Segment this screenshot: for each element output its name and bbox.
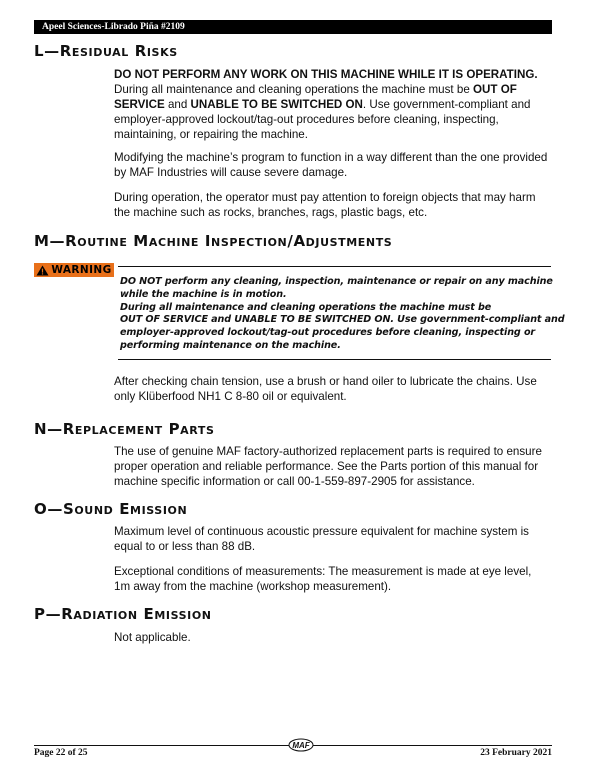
section-l-paragraph-3: During operation, the operator must pay attention to foreign objects that may harm the machine such as rocks, branches, rags, plastic bags, etc.	[114, 191, 536, 219]
maf-logo-text: MAF	[292, 741, 310, 750]
section-l-warning-caps: DO NOT PERFORM ANY WORK ON THIS MACHINE WHILE IT IS OPERATING.	[114, 68, 538, 81]
header-bar	[34, 20, 552, 34]
warning-message	[120, 276, 565, 353]
warning-badge	[34, 263, 114, 277]
section-heading-n: N—Replacement Parts	[34, 420, 215, 438]
section-heading-o: O—Sound Emission	[34, 500, 188, 518]
section-heading-m: M—Routine Machine Inspection/Adjustments	[34, 232, 393, 250]
warning-line: OUT OF SERVICE and UNABLE TO BE SWITCHED ON. Use government-compliant and	[120, 314, 565, 326]
warning-bottom-divider	[118, 359, 551, 360]
warning-line: During all maintenance and cleaning operations the machine must be	[120, 301, 492, 313]
section-m-paragraph-1: After checking chain tension, use a brush or hand oiler to lubricate the chains. Use only Klüberfood NH1 C 8-80 oil or equivalent.	[114, 375, 537, 403]
warning-label: WARNING	[51, 264, 112, 276]
section-o-paragraph-1: Maximum level of continuous acoustic pressure equivalent for machine system is equal to or less than 88 dB.	[114, 525, 529, 553]
section-p-paragraph-1: Not applicable.	[114, 631, 191, 644]
warning-line: DO NOT perform any cleaning, inspection, maintenance or repair on any machine	[120, 276, 553, 287]
warning-top-divider	[118, 266, 551, 267]
document-header-title: Apeel Sciences-Librado Piña #2109	[42, 22, 185, 32]
section-l-paragraph-2: Modifying the machine’s program to function in a way different than the one provided by MAF Industries will cause severe damage.	[114, 151, 548, 179]
section-n-paragraph-1: The use of genuine MAF factory-authorized replacement parts is required to ensure proper operation and reliable performance. See the Parts portion of this manual for machine specific information or call 00-1-559-897-2905 for assistance.	[114, 445, 542, 488]
section-o-paragraph-2: Exceptional conditions of measurements: The measurement is made at eye level, 1m away from the machine (workshop measurement).	[114, 565, 532, 593]
section-l-paragraph-1: DO NOT PERFORM ANY WORK ON THIS MACHINE WHILE IT IS OPERATING. During all maintenance and cleaning operations the machine must be OUT OF SERVICE and UNABLE TO BE SWITCHED ON. Use government-compliant and employer-approved lockout/tag-out procedures before cleaning, inspecting, maintaining, or repairing the machine.	[114, 68, 538, 141]
footer-page-number: Page 22 of 25	[34, 748, 88, 758]
warning-triangle-icon	[36, 265, 49, 276]
warning-line: while the machine is in motion.	[120, 288, 287, 300]
warning-line: employer-approved lockout/tag-out procedures before cleaning, inspecting or	[120, 327, 536, 339]
footer-date: 23 February 2021	[480, 748, 552, 758]
maf-logo-icon	[288, 738, 314, 752]
section-heading-l: L—Residual Risks	[34, 42, 178, 60]
section-heading-p: P—Radiation Emission	[34, 605, 212, 623]
warning-line: performing maintenance on the machine.	[120, 339, 341, 351]
